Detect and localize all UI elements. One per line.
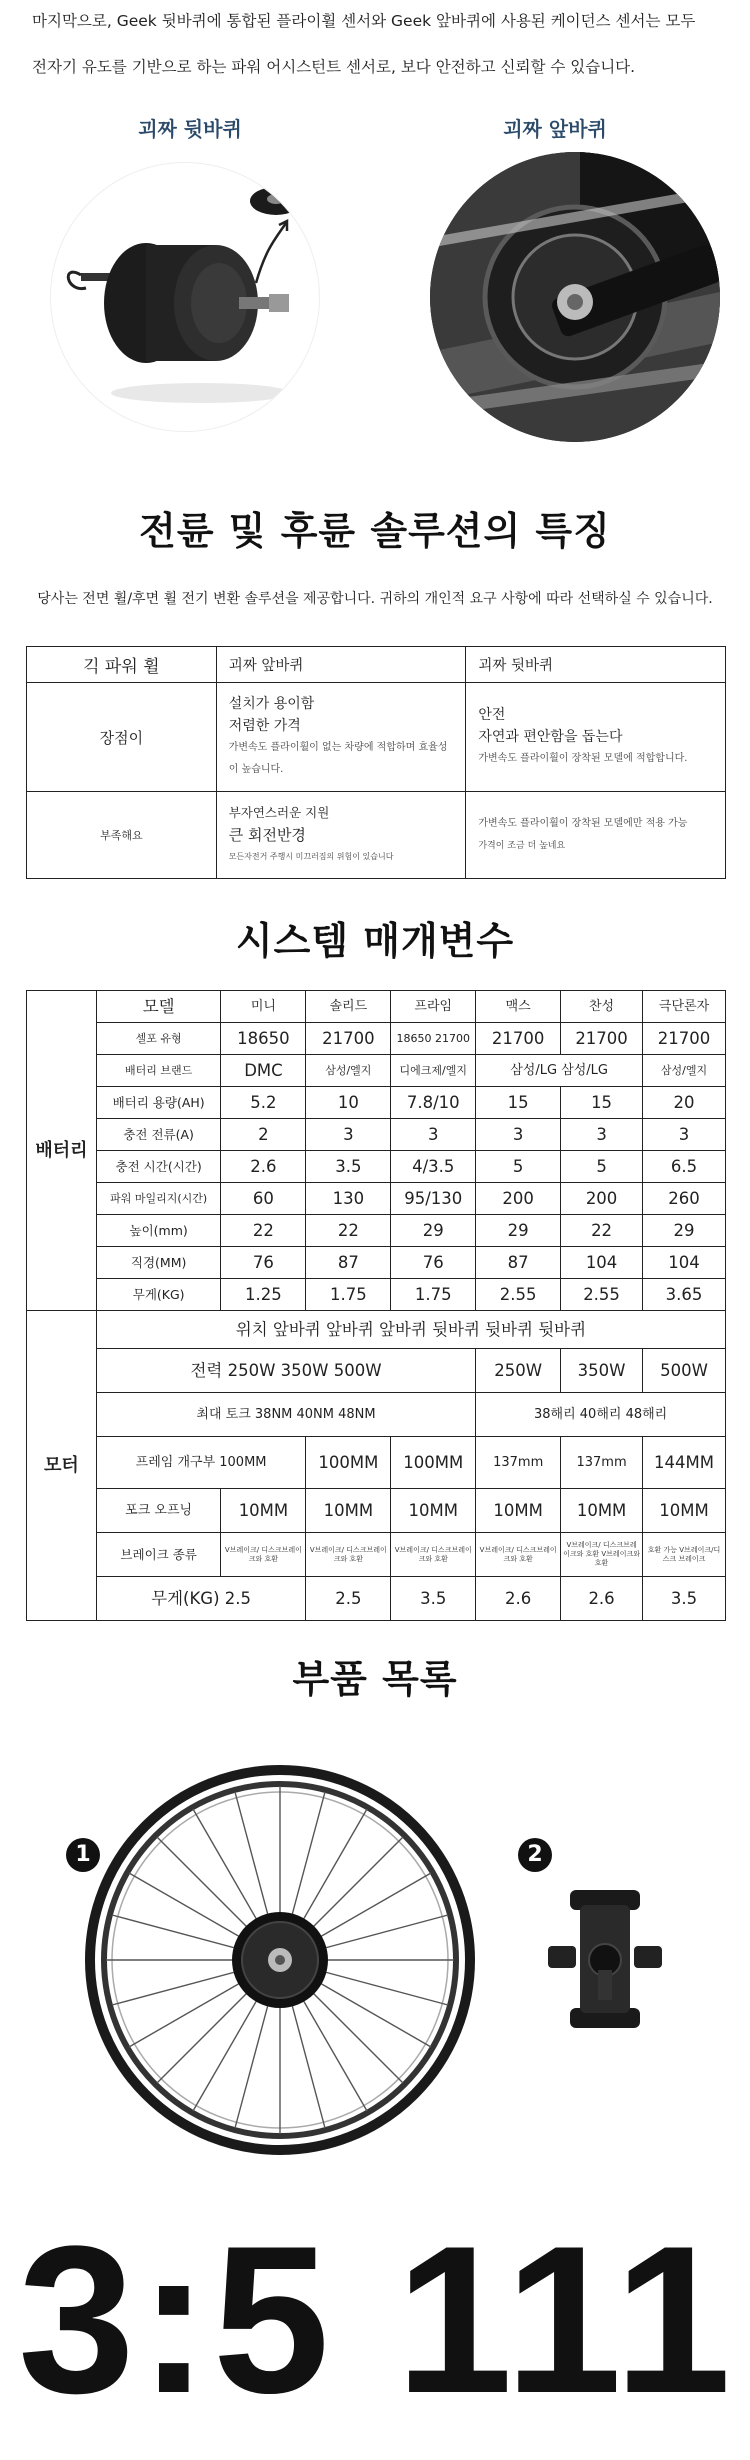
intro-line-1: 마지막으로, Geek 뒷바퀴에 통합된 플라이휠 센서와 Geek 앞바퀴에 사용된 케이던스 센서는 모두 <box>32 12 696 30</box>
cons-front-2: 큰 회전반경 <box>228 826 306 844</box>
motor-torque-left: 최대 토크 38NM 40NM 48NM <box>96 1393 475 1437</box>
brake-value: V브레이크/ 디스크브레이크와 호환 <box>391 1533 476 1577</box>
params-header-mini: 미니 <box>221 991 306 1023</box>
brand-value: 삼성/LG 삼성/LG <box>476 1055 643 1087</box>
motor-torque-row <box>27 1393 726 1437</box>
capacity-value: 20 <box>643 1087 726 1119</box>
motor-power-value: 500W <box>643 1349 726 1393</box>
params-row-mileage <box>27 1183 726 1215</box>
time-value: 5 <box>561 1151 643 1183</box>
comparison-header-row <box>27 647 726 683</box>
hub-motor-wheel-image <box>80 1760 480 2160</box>
brake-value: 호환 가능 V브레이크/디스크 브레이크 <box>643 1533 726 1577</box>
mileage-value: 95/130 <box>391 1183 476 1215</box>
rear-hub-motor-photo <box>50 162 320 432</box>
motor-fork-row <box>27 1489 726 1533</box>
rear-wheel-caption: 괴짜 뒷바퀴 <box>138 117 242 141</box>
time-label: 충전 시간(시간) <box>96 1151 221 1183</box>
motor-position-row <box>27 1311 726 1349</box>
current-label: 충전 전류(A) <box>96 1119 221 1151</box>
brake-value: V브레이크/ 디스크브레이크와 호환 V브레이크와 호환 <box>561 1533 643 1577</box>
weight-value: 1.75 <box>306 1279 391 1311</box>
system-parameters-table <box>26 990 726 1621</box>
capacity-label: 배터리 용량(AH) <box>96 1087 221 1119</box>
time-value: 3.5 <box>306 1151 391 1183</box>
brand-value: 삼성/엘지 <box>643 1055 726 1087</box>
motor-power-value: 350W <box>561 1349 643 1393</box>
fork-value: 10MM <box>561 1489 643 1533</box>
capacity-value: 7.8/10 <box>391 1087 476 1119</box>
params-row-capacity <box>27 1087 726 1119</box>
current-value: 2 <box>221 1119 306 1151</box>
motor-weight-value: 3.5 <box>643 1577 726 1621</box>
cell-type-value: 21700 <box>643 1023 726 1055</box>
brake-label: 브레이크 종류 <box>96 1533 221 1577</box>
pros-label: 장점이 <box>27 683 217 792</box>
fork-value: 10MM <box>643 1489 726 1533</box>
weight-label: 무게(KG) <box>96 1279 221 1311</box>
pros-rear-cell <box>466 683 726 792</box>
params-row-cell-type <box>27 1023 726 1055</box>
wheel-illustration <box>80 1760 480 2160</box>
motor-label: 모터 <box>27 1311 97 1621</box>
frame-value: 144MM <box>643 1437 726 1489</box>
motor-brake-row <box>27 1533 726 1577</box>
cell-type-label: 셀포 유형 <box>96 1023 221 1055</box>
hub-motor-illustration <box>51 163 320 432</box>
diameter-value: 76 <box>221 1247 306 1279</box>
brand-value: 삼성/엘지 <box>306 1055 391 1087</box>
mileage-label: 파워 마일리지(시간) <box>96 1183 221 1215</box>
brake-value: V브레이크/ 디스크브레이크와 호환 <box>476 1533 561 1577</box>
part-number-1-badge: 1 <box>66 1838 100 1872</box>
capacity-value: 15 <box>561 1087 643 1119</box>
battery-label: 배터리 <box>27 991 97 1311</box>
params-header-row <box>27 991 726 1023</box>
pros-rear-2: 자연과 편안함을 돕는다 <box>478 729 623 745</box>
comparison-header-wheel: 긱 파워 휠 <box>27 647 217 683</box>
big-number-text: 3:5 111 <box>18 2202 736 2437</box>
pros-front-cell <box>216 683 466 792</box>
cell-type-value: 18650 <box>221 1023 306 1055</box>
frame-value: 100MM <box>391 1437 476 1489</box>
phone-holder-illustration <box>540 1880 670 2040</box>
weight-value: 1.75 <box>391 1279 476 1311</box>
params-header-model: 모델 <box>96 991 221 1023</box>
brand-label: 배터리 브랜드 <box>96 1055 221 1087</box>
cons-front-3: 모든자전거 주행시 미끄러짐의 위험이 있습니다 <box>228 852 394 861</box>
params-row-time <box>27 1151 726 1183</box>
cons-rear-2: 가격이 조금 더 높네요 <box>478 841 566 851</box>
cons-label: 부족해요 <box>27 792 217 879</box>
brake-value: V브레이크/ 디스크브레이크와 호환 <box>221 1533 306 1577</box>
params-row-diameter <box>27 1247 726 1279</box>
motor-position: 위치 앞바퀴 앞바퀴 앞바퀴 뒷바퀴 뒷바퀴 뒷바퀴 <box>96 1311 725 1349</box>
pros-rear-1: 안전 <box>478 707 506 723</box>
capacity-value: 15 <box>476 1087 561 1119</box>
params-row-brand <box>27 1055 726 1087</box>
capacity-value: 5.2 <box>221 1087 306 1119</box>
fork-value: 10MM <box>476 1489 561 1533</box>
cons-front-cell <box>216 792 466 879</box>
height-value: 22 <box>306 1215 391 1247</box>
current-value: 3 <box>561 1119 643 1151</box>
features-comparison-table <box>26 646 726 879</box>
cell-type-value: 18650 21700 <box>391 1023 476 1055</box>
params-row-weight <box>27 1279 726 1311</box>
time-value: 2.6 <box>221 1151 306 1183</box>
cons-rear-1: 가변속도 플라이휠이 장착된 모델에만 적용 가능 <box>478 818 688 829</box>
pros-front-3: 가변속도 플라이휠이 없는 차량에 적합하며 효율성이 높습니다. <box>228 742 448 775</box>
params-header-solid: 솔리드 <box>306 991 391 1023</box>
cell-type-value: 21700 <box>561 1023 643 1055</box>
cons-rear-cell <box>466 792 726 879</box>
fork-value: 10MM <box>391 1489 476 1533</box>
pros-front-2: 저렴한 가격 <box>228 718 301 734</box>
motor-weight-value: 2.5 <box>306 1577 391 1621</box>
weight-value: 3.65 <box>643 1279 726 1311</box>
parts-title: 부품 목록 <box>292 1657 458 1701</box>
weight-value: 2.55 <box>476 1279 561 1311</box>
current-value: 3 <box>306 1119 391 1151</box>
params-header-prime: 프라임 <box>391 991 476 1023</box>
comparison-cons-row <box>27 792 726 879</box>
motor-power-row <box>27 1349 726 1393</box>
params-header-extreme: 극단론자 <box>643 991 726 1023</box>
features-description: 당사는 전면 휠/후면 휠 전기 변환 솔루션을 제공합니다. 귀하의 개인적 요구 사항에 따라 선택하실 수 있습니다. <box>37 591 713 607</box>
crank-sensor-illustration <box>430 152 720 442</box>
params-header-max: 맥스 <box>476 991 561 1023</box>
weight-value: 2.55 <box>561 1279 643 1311</box>
current-value: 3 <box>643 1119 726 1151</box>
pros-front-1: 설치가 용이함 <box>228 696 315 712</box>
mileage-value: 130 <box>306 1183 391 1215</box>
height-value: 22 <box>221 1215 306 1247</box>
brand-value: DMC <box>221 1055 306 1087</box>
height-value: 29 <box>391 1215 476 1247</box>
capacity-value: 10 <box>306 1087 391 1119</box>
diameter-value: 76 <box>391 1247 476 1279</box>
time-value: 6.5 <box>643 1151 726 1183</box>
brake-value: V브레이크/ 디스크브레이크와 호환 <box>306 1533 391 1577</box>
params-row-height <box>27 1215 726 1247</box>
phone-holder-image <box>540 1880 670 2040</box>
motor-weight-value: 3.5 <box>391 1577 476 1621</box>
comparison-header-front: 괴짜 앞바퀴 <box>216 647 466 683</box>
frame-value: 100MM <box>306 1437 391 1489</box>
cell-type-value: 21700 <box>306 1023 391 1055</box>
motor-weight-value: 2.6 <box>476 1577 561 1621</box>
params-header-pro: 찬성 <box>561 991 643 1023</box>
front-wheel-caption: 괴짜 앞바퀴 <box>503 117 607 141</box>
motor-weight-row <box>27 1577 726 1621</box>
fork-value: 10MM <box>221 1489 306 1533</box>
mileage-value: 200 <box>561 1183 643 1215</box>
motor-frame-row <box>27 1437 726 1489</box>
features-title: 전륜 및 후륜 솔루션의 특징 <box>139 509 611 553</box>
fork-value: 10MM <box>306 1489 391 1533</box>
intro-text <box>32 8 722 80</box>
diameter-value: 104 <box>643 1247 726 1279</box>
diameter-value: 87 <box>476 1247 561 1279</box>
diameter-label: 직경(MM) <box>96 1247 221 1279</box>
motor-torque-right: 38해리 40해리 48해리 <box>476 1393 726 1437</box>
mileage-value: 60 <box>221 1183 306 1215</box>
comparison-header-rear: 괴짜 뒷바퀴 <box>466 647 726 683</box>
pros-rear-3: 가변속도 플라이휠이 장착된 모델에 적합합니다. <box>478 753 688 764</box>
motor-weight-value: 2.6 <box>561 1577 643 1621</box>
fork-label: 포크 오프닝 <box>96 1489 221 1533</box>
cons-front-1: 부자연스러운 지원 <box>228 805 330 820</box>
current-value: 3 <box>391 1119 476 1151</box>
mileage-value: 200 <box>476 1183 561 1215</box>
diameter-value: 87 <box>306 1247 391 1279</box>
frame-label: 프레임 개구부 100MM <box>96 1437 306 1489</box>
height-label: 높이(mm) <box>96 1215 221 1247</box>
motor-weight-label: 무게(KG) 2.5 <box>96 1577 306 1621</box>
intro-line-2: 전자기 유도를 기반으로 하는 파워 어시스턴트 센서로, 보다 안전하고 신뢰할 수 있습니다. <box>32 58 636 76</box>
time-value: 4/3.5 <box>391 1151 476 1183</box>
part-number-2-badge: 2 <box>518 1838 552 1872</box>
params-row-current <box>27 1119 726 1151</box>
frame-value: 137mm <box>561 1437 643 1489</box>
diameter-value: 104 <box>561 1247 643 1279</box>
brand-value: 디에크제/엘지 <box>391 1055 476 1087</box>
frame-value: 137mm <box>476 1437 561 1489</box>
motor-power-value: 250W <box>476 1349 561 1393</box>
weight-value: 1.25 <box>221 1279 306 1311</box>
mileage-value: 260 <box>643 1183 726 1215</box>
params-title: 시스템 매개변수 <box>235 919 515 963</box>
front-wheel-sensor-photo <box>430 152 720 442</box>
comparison-pros-row <box>27 683 726 792</box>
time-value: 5 <box>476 1151 561 1183</box>
cell-type-value: 21700 <box>476 1023 561 1055</box>
height-value: 29 <box>643 1215 726 1247</box>
height-value: 22 <box>561 1215 643 1247</box>
motor-power-left: 전력 250W 350W 500W <box>96 1349 475 1393</box>
current-value: 3 <box>476 1119 561 1151</box>
height-value: 29 <box>476 1215 561 1247</box>
